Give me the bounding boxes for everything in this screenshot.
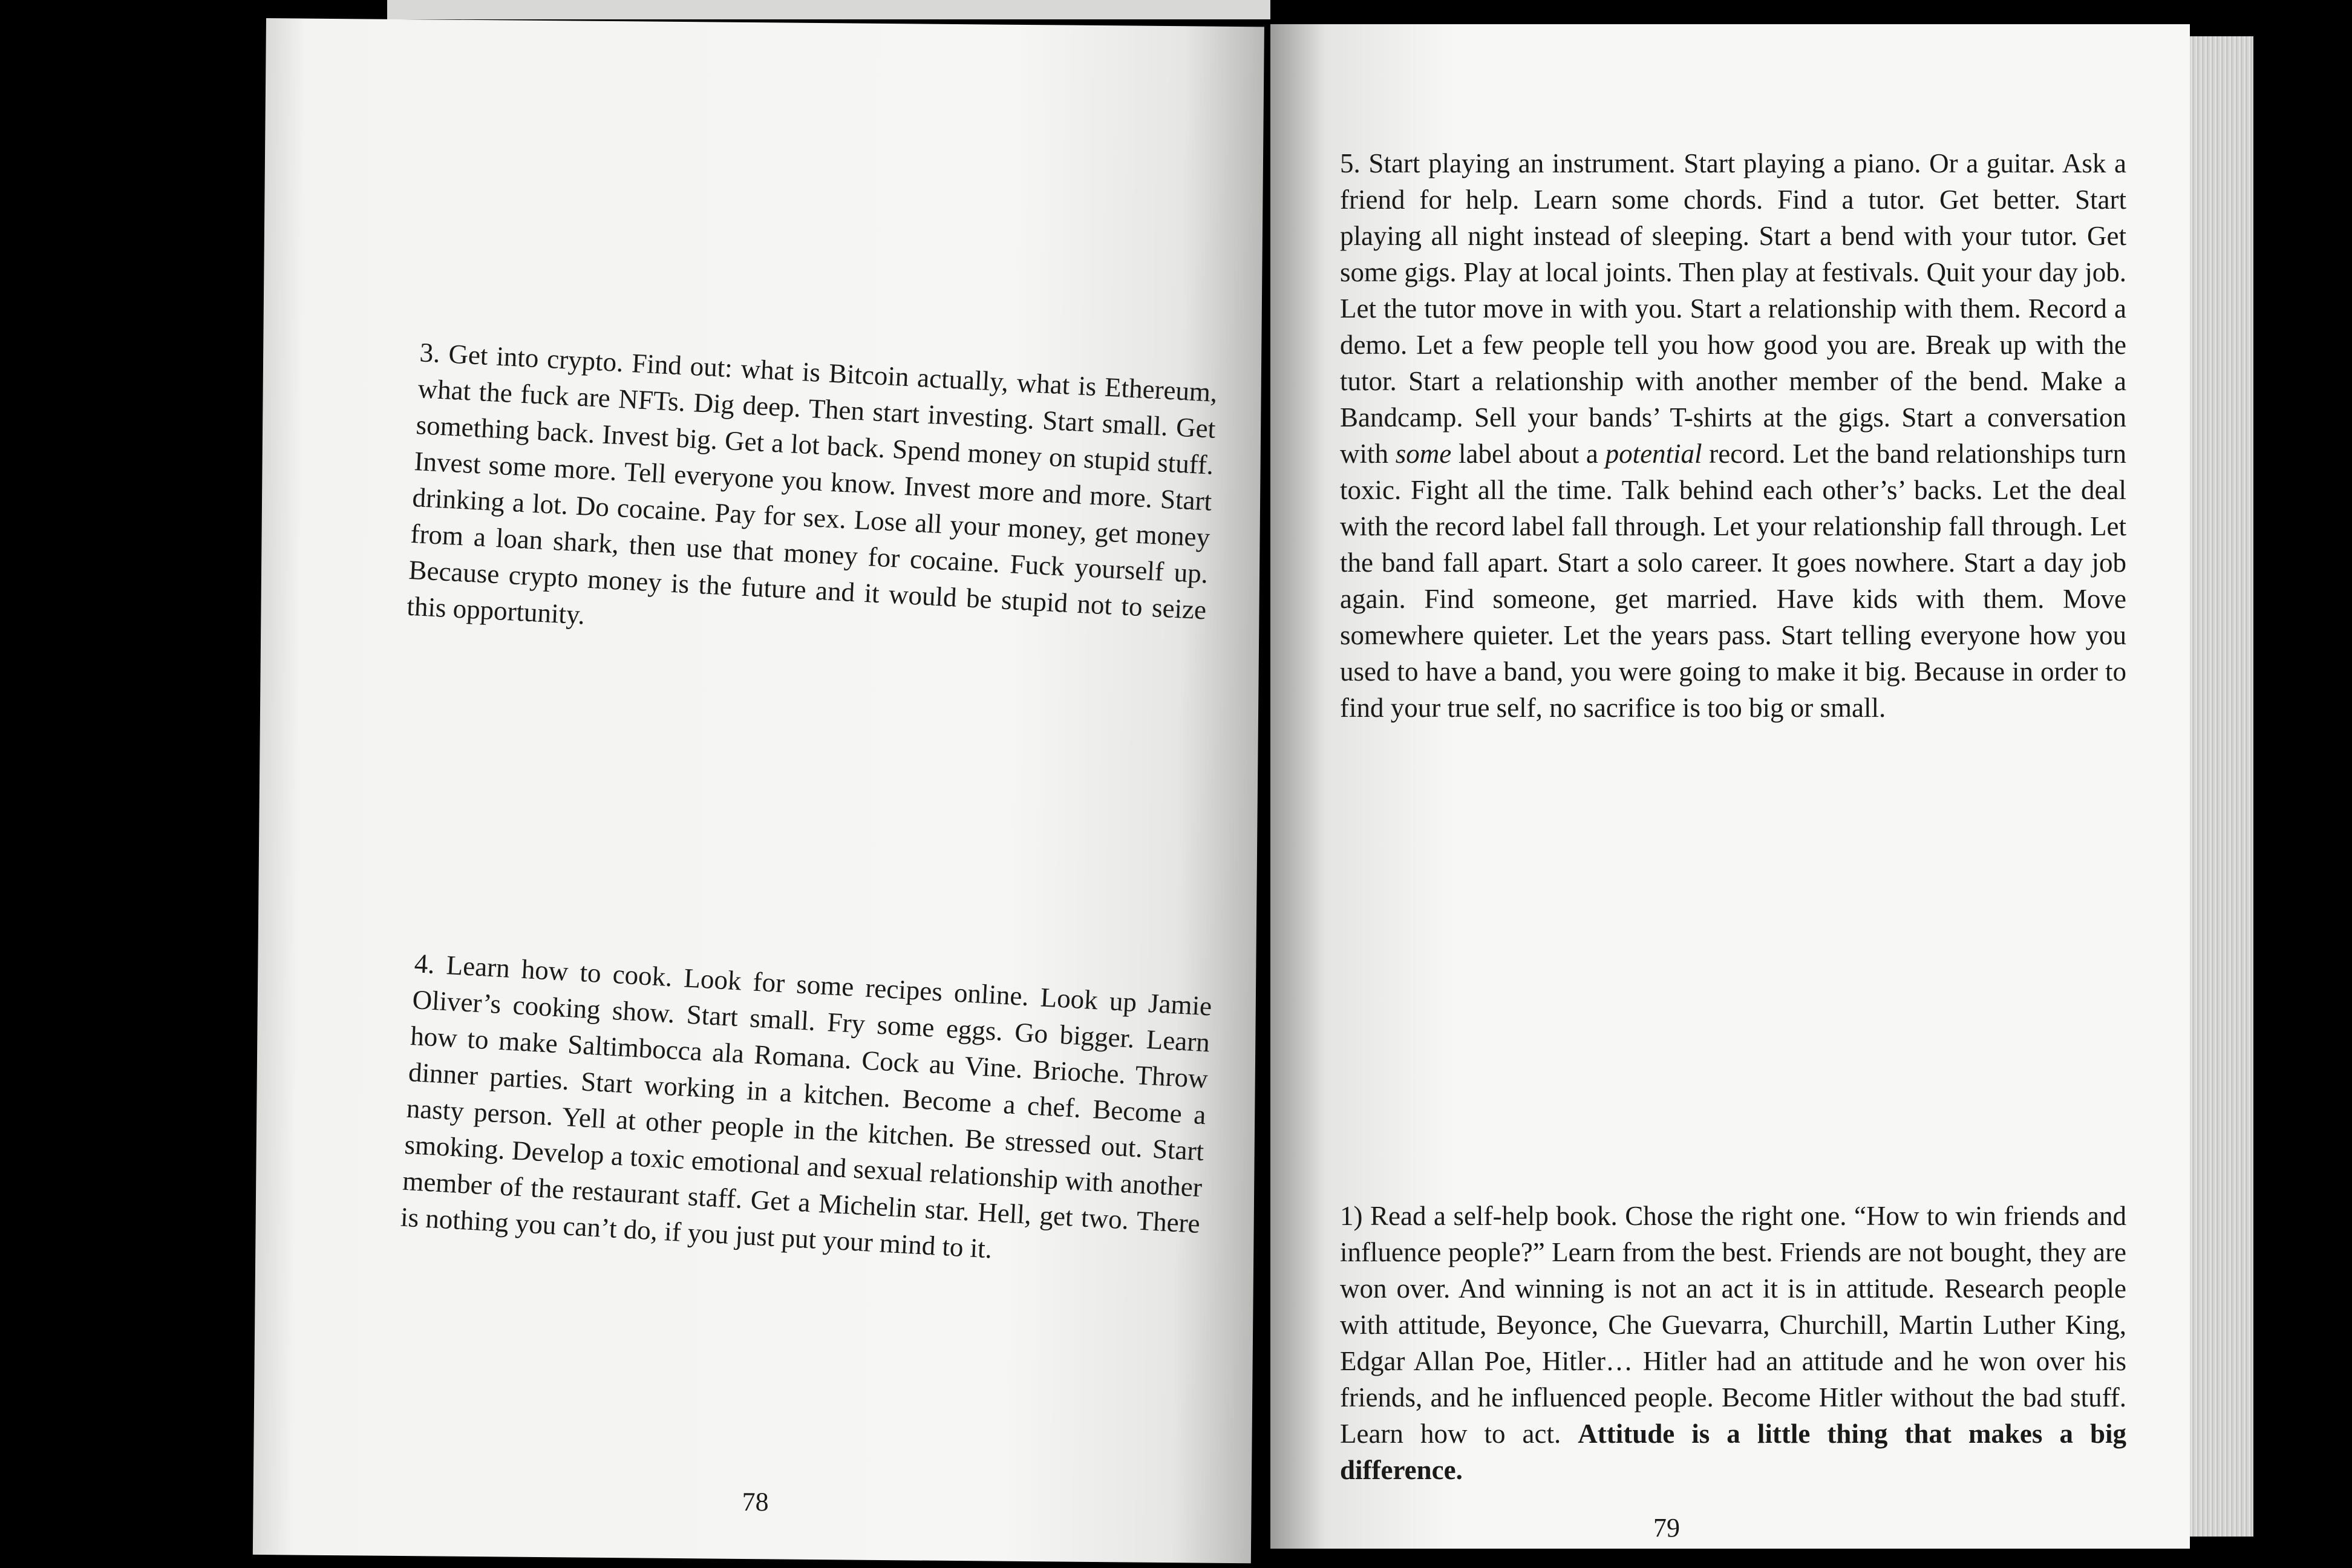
section-5-paragraph xyxy=(1340,145,2126,726)
section-5-text-a: 5. Start playing an instrument. Start playing a piano. Or a guitar. Ask a friend for help. Learn some chords. Find a tutor. Get better. Start playing all night instead of sleeping. Start a bend with your tutor. Get some gigs. Play at local joints. Then play at festivals. Quit your day job. Let the tutor move in with you. Start a relationship with them. Record a demo. Let a few people tell you how good you are. Break up with the tutor. Start a relationship with another member of the bend. Make a Bandcamp. Sell your bands’ T-shirts at the gigs. Start a conversation with xyxy=(1340,148,2126,469)
section-5-italic-some: some xyxy=(1395,439,1452,469)
page-number-right: 79 xyxy=(1653,1513,1680,1543)
page-stack-edge xyxy=(2190,36,2253,1537)
section-5-text-b: label about a xyxy=(1458,439,1598,469)
left-page xyxy=(253,18,1264,1563)
right-page xyxy=(1270,24,2190,1549)
section-5-italic-potential: potential xyxy=(1605,439,1702,469)
section-1-bold-quote: Attitude is a little thing that makes a big difference. xyxy=(1340,1419,2127,1485)
section-5-text-c: record. Let the band relationships turn toxic. Fight all the time. Talk behind each other’s’ backs. Let the deal with the record label fall through. Let your relationship fall through. Let the band fall apart. Start a solo career. It goes nowhere. Start a day job again. Find someone, get married. Have kids with them. Move somewhere quieter. Let the years pass. Start telling everyone how you used to have a band, you were going to make it big. Because in order to find your true self, no sacrifice is too big or small. xyxy=(1340,439,2126,723)
section-3-paragraph: 3. Get into crypto. Find out: what is Bitcoin actually, what is Ethereum, what the fuck are NFTs. Dig deep. Then start investing. Start small. Get something back. Invest big. Get a lot back. Spend money on stupid stuff. Invest some more. Tell everyone you know. Invest more and more. Start drinking a lot. Do cocaine. Pay for sex. Lose all your money, get money from a loan shark, then use that money for cocaine. Fuck yourself up. Because crypto money is the future and it would be stupid not to seize this opportunity. xyxy=(406,337,1218,630)
section-1-text: 1) Read a self-help book. Chose the right one. “How to win friends and influence people?” Learn from the best. Friends are not bought, they are won over. And winning is not an act it is in attitude. Research people with attitude, Beyonce, Che Guevarra, Churchill, Martin Luther King, Edgar Allan Poe, Hitler… Hitler had an attitude and he won over his friends, and he influenced people. Become Hitler without the bad stuff. Learn how to act. xyxy=(1340,1201,2126,1449)
section-4-paragraph: 4. Learn how to cook. Look for some recipes online. Look up Jamie Oliver’s cooking show. Start small. Fry some eggs. Go bigger. Learn how to make Saltimbocca ala Romana. Cock au Vine. Brioche. Throw dinner parties. Start working in a kitchen. Become a chef. Become a nasty person. Yell at other people in the kitchen. Be stressed out. Start smoking. Develop a toxic emotional and sexual relationship with another member of the restaurant staff. Get a Michelin star. Hell, get two. There is nothing you can’t do, if you just put your mind to it. xyxy=(399,948,1213,1264)
page-number-left: 78 xyxy=(742,1486,769,1517)
section-1-paragraph xyxy=(1340,1198,2126,1488)
page-top-edge xyxy=(387,0,1270,19)
